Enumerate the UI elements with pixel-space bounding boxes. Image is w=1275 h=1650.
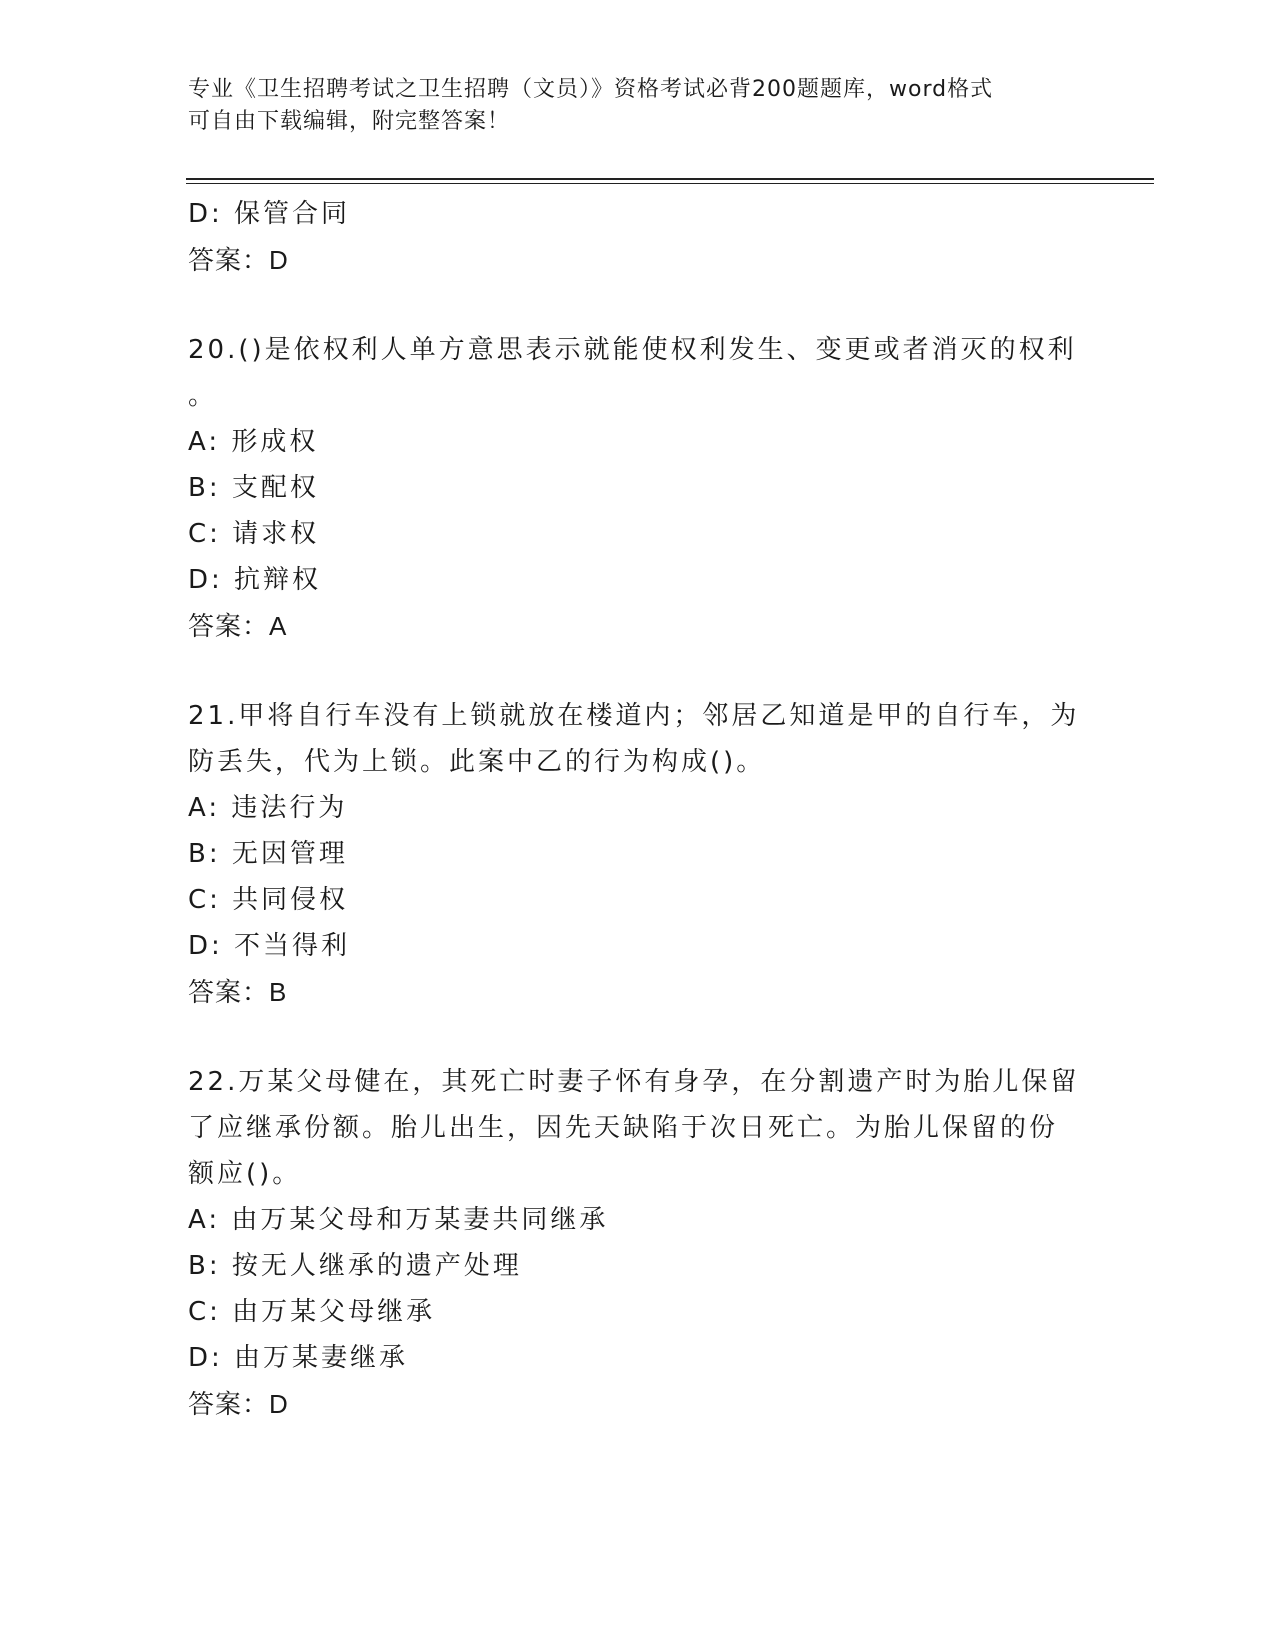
option-b: B: 支配权: [188, 473, 319, 503]
option-b: B: 按无人继承的遗产处理: [188, 1251, 522, 1281]
question-21: [188, 693, 1088, 1015]
question-text-line-2: 防丢失，代为上锁。此案中乙的行为构成()。: [188, 747, 766, 777]
option-a: A: 违法行为: [188, 793, 348, 823]
option-c: C: 由万某父母继承: [188, 1297, 436, 1327]
question-text-line-3: 额应()。: [188, 1159, 302, 1189]
answer-line: 答案：A: [188, 611, 288, 641]
header-line-2: 可自由下载编辑，附完整答案！: [188, 109, 511, 134]
option-d: D: 由万某妻继承: [188, 1343, 409, 1373]
option-b: B: 无因管理: [188, 839, 348, 869]
option-d: D: 抗辩权: [188, 565, 322, 595]
question-text-line-1: 22.万某父母健在，其死亡时妻子怀有身孕，在分割遗产时为胎儿保留: [188, 1067, 1080, 1097]
question-20: [188, 327, 1088, 649]
header-line-1: 专业《卫生招聘考试之卫生招聘（文员）》资格考试必背200题题库，word格式: [188, 77, 994, 102]
option-d: D: 不当得利: [188, 931, 351, 961]
spacer: [188, 283, 1088, 327]
question-19-tail: [188, 191, 1088, 283]
option-d: D: 保管合同: [188, 199, 351, 229]
option-a: A: 形成权: [188, 427, 319, 457]
document-header: [188, 74, 1088, 138]
spacer: [188, 1015, 1088, 1059]
question-22: [188, 1059, 1088, 1427]
question-text-line-2: 了应继承份额。胎儿出生，因先天缺陷于次日死亡。为胎儿保留的份: [188, 1113, 1059, 1143]
header-divider-thick: [186, 178, 1154, 180]
answer-line: 答案：B: [188, 977, 288, 1007]
question-text-line-1: 21.甲将自行车没有上锁就放在楼道内；邻居乙知道是甲的自行车，为: [188, 701, 1080, 731]
option-c: C: 共同侵权: [188, 885, 349, 915]
question-text-line-1: 20.()是依权利人单方意思表示就能使权利发生、变更或者消灭的权利: [188, 335, 1077, 365]
spacer: [188, 649, 1088, 693]
question-text-line-2: 。: [188, 381, 218, 411]
header-divider-thin: [186, 183, 1154, 184]
answer-line: 答案：D: [188, 1389, 289, 1419]
option-a: A: 由万某父母和万某妻共同继承: [188, 1205, 609, 1235]
answer-line: 答案：D: [188, 245, 289, 275]
document-body: [188, 191, 1088, 1427]
option-c: C: 请求权: [188, 519, 320, 549]
